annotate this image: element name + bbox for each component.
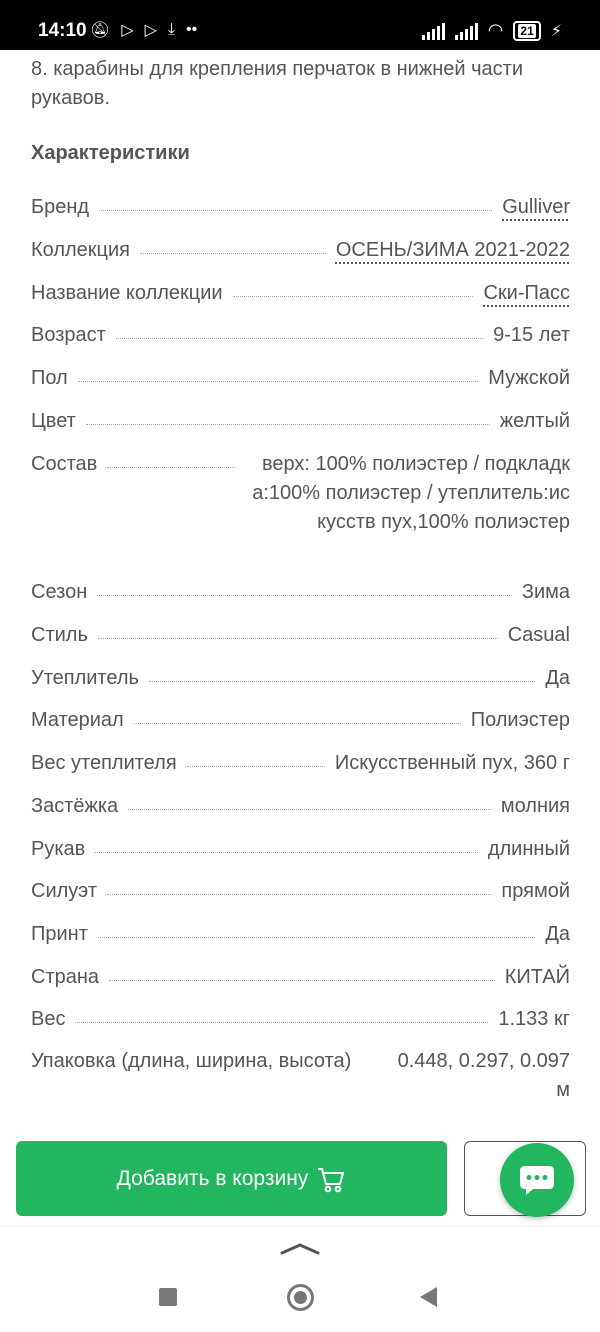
spec-label: Сезон xyxy=(31,581,88,603)
spec-value: 1.133 кг xyxy=(498,1008,570,1030)
spec-row-composition xyxy=(31,450,570,537)
download-icon: ⤓ xyxy=(167,21,176,38)
specs-title: Характеристики xyxy=(31,142,190,164)
spec-value: Casual xyxy=(507,624,570,646)
status-notification-icons xyxy=(90,20,197,40)
spec-label: Пол xyxy=(31,367,68,389)
play-icon: ▷ xyxy=(121,22,134,39)
signal-icon xyxy=(455,22,478,40)
spec-row-insulation xyxy=(31,664,570,693)
spec-label: Возраст xyxy=(31,324,106,346)
spec-row-material xyxy=(31,706,570,735)
spec-row-age xyxy=(31,321,570,350)
spec-row-country xyxy=(31,963,570,992)
signal-icon xyxy=(422,22,445,40)
spec-row-season xyxy=(31,578,570,607)
leader-dots xyxy=(98,920,535,938)
leader-dots xyxy=(99,193,492,211)
spec-label: Материал xyxy=(31,709,124,731)
leader-dots xyxy=(98,621,498,639)
status-time: 14:10 xyxy=(38,20,87,41)
alarm-off-icon: 🔕︎ xyxy=(90,22,111,39)
add-to-cart-button[interactable] xyxy=(16,1141,447,1216)
spec-row-package xyxy=(31,1047,570,1105)
more-dots-icon: •• xyxy=(186,21,198,38)
status-bar xyxy=(0,0,600,50)
spec-row-collection-name xyxy=(31,279,570,308)
spec-label: Вес утеплителя xyxy=(31,752,177,774)
spec-value: Мужской xyxy=(488,367,570,389)
spec-label: Застёжка xyxy=(31,795,119,817)
leader-dots xyxy=(107,450,235,468)
spec-value-link[interactable]: Ски-Пасс xyxy=(483,282,570,304)
leader-dots xyxy=(187,749,325,767)
spec-row-brand xyxy=(31,193,570,222)
leader-dots xyxy=(128,792,491,810)
cart-icon xyxy=(316,1164,346,1194)
spec-value: 0.448, 0.297, 0.097 м xyxy=(397,1050,570,1101)
spec-value: Зима xyxy=(521,581,570,603)
spec-row-sleeve xyxy=(31,835,570,864)
spec-value: Искусственный пух, 360 г xyxy=(334,752,570,774)
description-text: 8. карабины для крепления перчаток в нижней части рукавов. xyxy=(31,58,524,109)
wifi-icon: ◠ xyxy=(487,20,504,40)
play-icon: ▷ xyxy=(144,22,157,39)
leader-dots xyxy=(134,706,461,724)
spec-row-insulation-weight xyxy=(31,749,570,778)
spec-label: Бренд xyxy=(31,196,90,218)
spec-value: Да xyxy=(545,923,570,945)
spec-row-style xyxy=(31,621,570,650)
spec-label: Принт xyxy=(31,923,88,945)
leader-dots xyxy=(140,236,326,254)
system-nav-bar xyxy=(0,1283,600,1313)
spec-row-silhouette xyxy=(31,877,570,906)
spec-label: Состав xyxy=(31,453,98,475)
chat-icon xyxy=(517,1162,557,1198)
chevron-up-icon[interactable] xyxy=(280,1241,320,1255)
spec-label: Вес xyxy=(31,1008,66,1030)
bottom-sheet-handle-area xyxy=(0,1226,600,1332)
spec-label: Упаковка (длина, ширина, высота) xyxy=(31,1050,352,1072)
spec-label: Цвет xyxy=(31,410,76,432)
leader-dots xyxy=(233,279,474,297)
spec-row-weight xyxy=(31,1005,570,1034)
spec-row-fastener xyxy=(31,792,570,821)
spec-label: Название коллекции xyxy=(31,282,223,304)
spec-label: Стиль xyxy=(31,624,88,646)
leader-dots xyxy=(361,1047,385,1065)
back-icon[interactable] xyxy=(420,1287,437,1307)
leader-dots xyxy=(78,364,479,382)
leader-dots xyxy=(97,578,512,596)
leader-dots xyxy=(109,963,495,981)
spec-label: Страна xyxy=(31,966,100,988)
recents-icon[interactable] xyxy=(159,1288,177,1306)
spec-label: Утеплитель xyxy=(31,667,139,689)
chat-button[interactable] xyxy=(500,1143,574,1217)
spec-row-print xyxy=(31,920,570,949)
spec-label: Рукав xyxy=(31,838,86,860)
leader-dots xyxy=(149,664,535,682)
spec-value: КИТАЙ xyxy=(504,966,570,988)
spec-value: верх: 100% полиэстер / подкладка:100% полиэстер / утеплитель:искусств пух,100% полиэстер xyxy=(252,453,570,533)
add-to-cart-label: Добавить в корзину xyxy=(116,1166,309,1190)
spec-value: 9-15 лет xyxy=(493,324,570,346)
charging-icon: ⚡︎ xyxy=(550,22,562,40)
spec-value: прямой xyxy=(501,880,570,902)
spec-label: Коллекция xyxy=(31,239,131,261)
spec-value-link[interactable]: Gulliver xyxy=(502,196,570,218)
leader-dots xyxy=(86,407,490,425)
battery-icon: 21 xyxy=(513,21,540,41)
spec-value: длинный xyxy=(487,838,570,860)
spec-value: желтый xyxy=(499,410,570,432)
spec-row-gender xyxy=(31,364,570,393)
spec-value: Да xyxy=(545,667,570,689)
spec-label: Силуэт xyxy=(31,880,97,902)
spec-value: Полиэстер xyxy=(470,709,570,731)
leader-dots xyxy=(75,1005,488,1023)
spec-row-collection xyxy=(31,236,570,265)
home-icon[interactable] xyxy=(287,1284,314,1311)
spec-row-color xyxy=(31,407,570,436)
leader-dots xyxy=(116,321,483,339)
leader-dots xyxy=(95,835,478,853)
status-system-icons xyxy=(422,20,562,41)
spec-value: молния xyxy=(500,795,570,817)
spec-value-link[interactable]: ОСЕНЬ/ЗИМА 2021-2022 xyxy=(335,239,570,261)
leader-dots xyxy=(107,877,491,895)
